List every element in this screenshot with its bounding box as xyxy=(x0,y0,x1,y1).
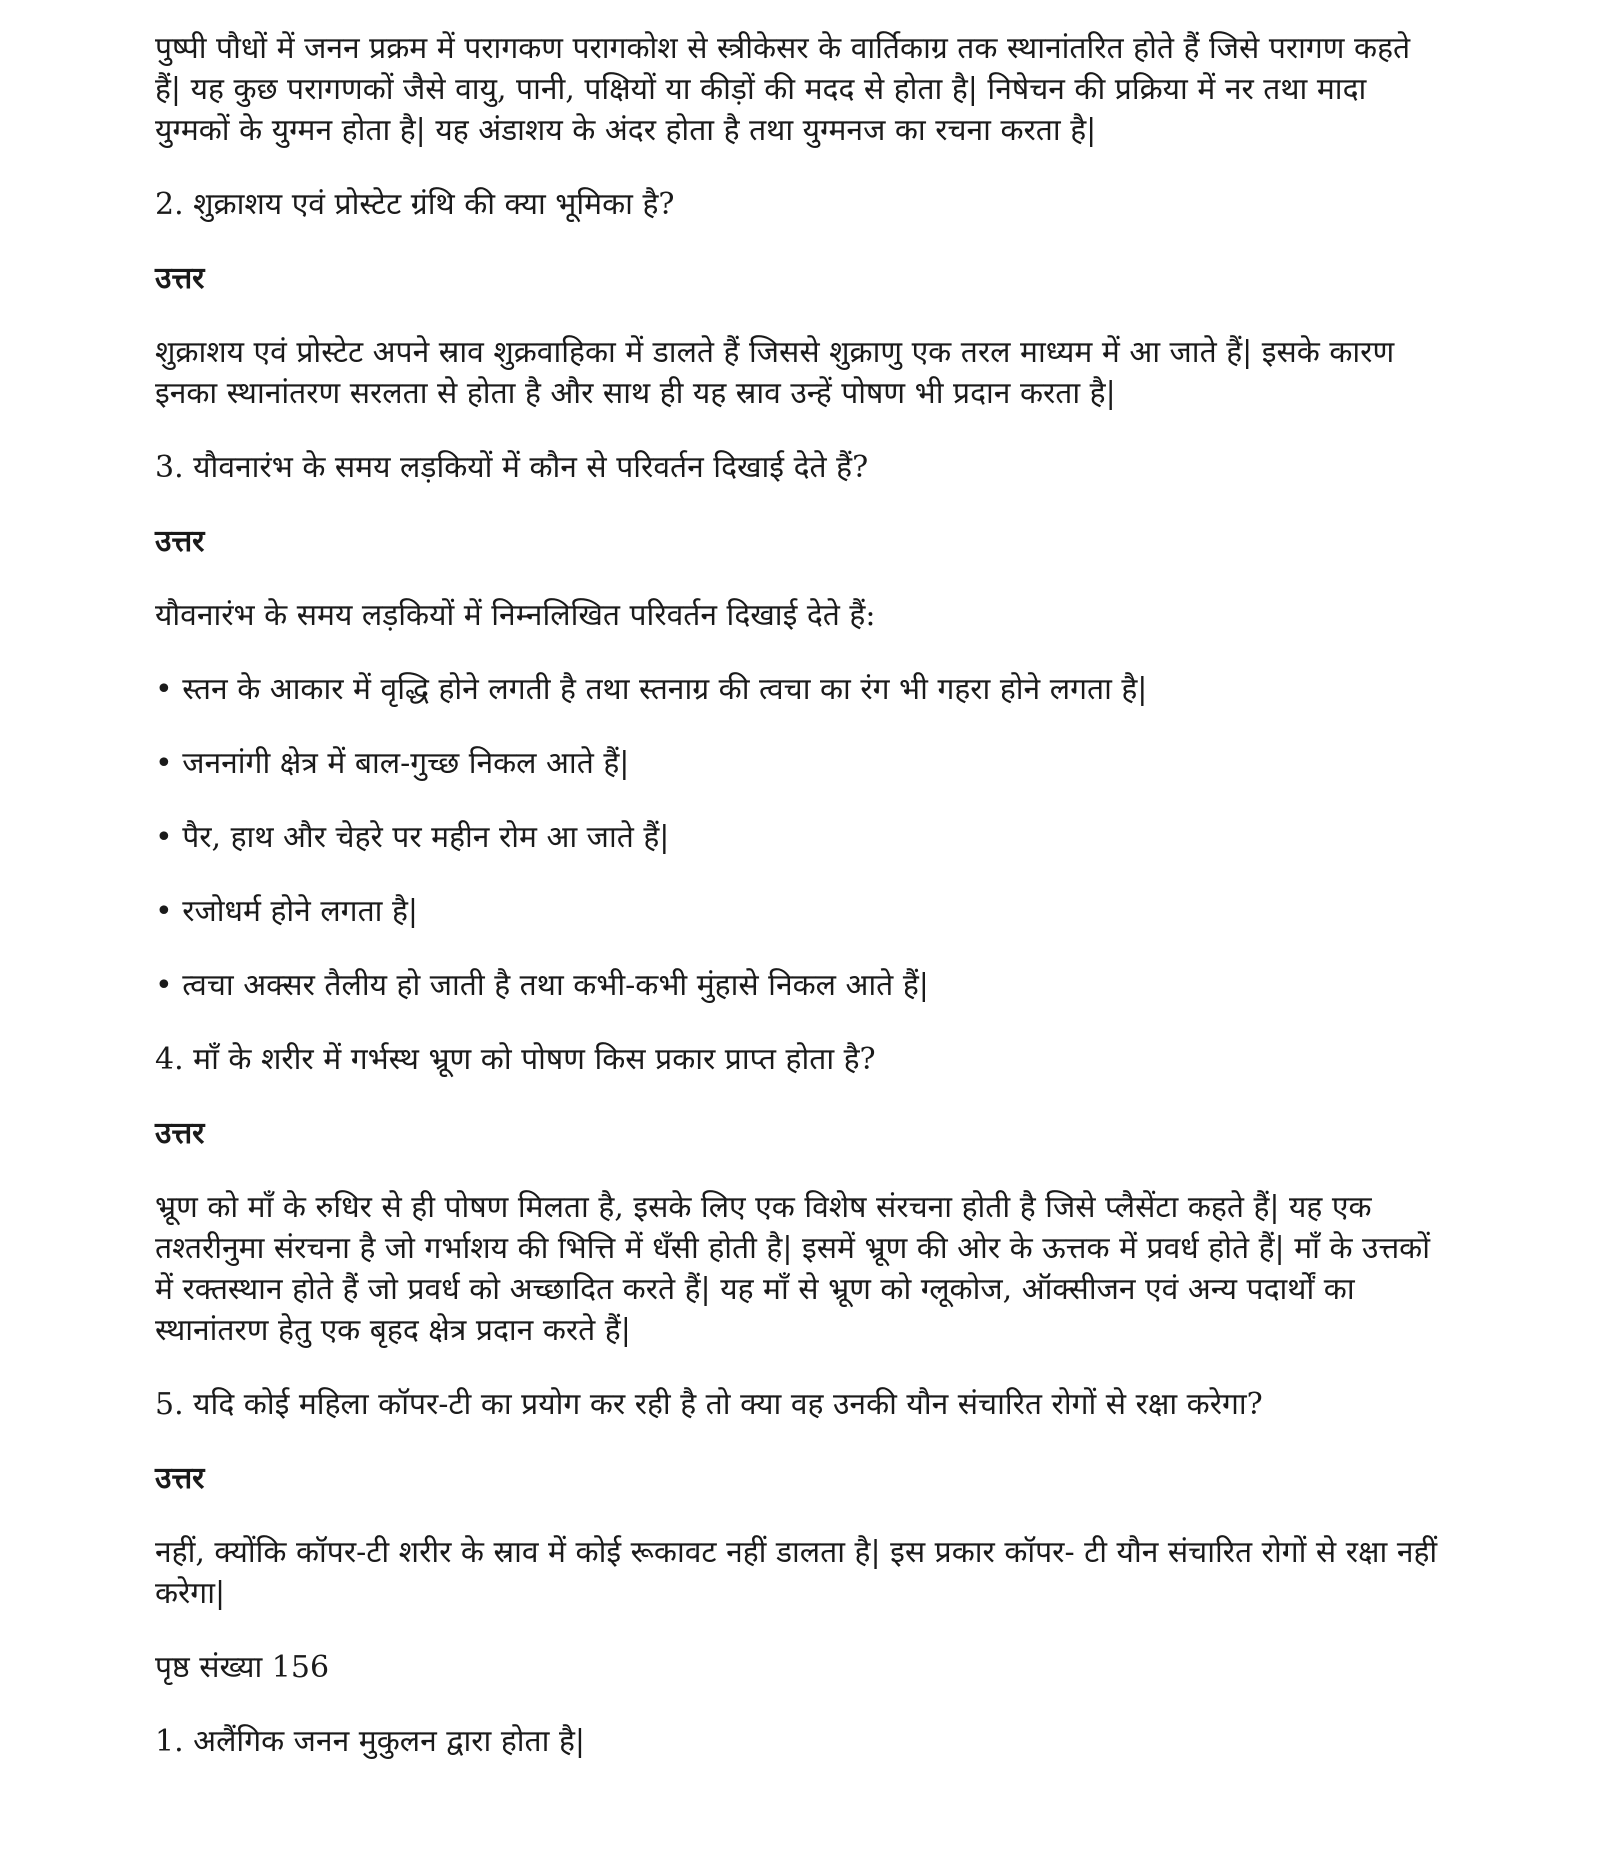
answer-heading: उत्तर xyxy=(155,261,205,296)
answer-heading: उत्तर xyxy=(155,1116,205,1151)
document-page xyxy=(155,28,1445,1795)
question-4: 4. माँ के शरीर में गर्भस्थ भ्रूण को पोषण किस प्रकार प्राप्त होता है? xyxy=(155,1042,876,1077)
bullet-item: • स्तन के आकार में वृद्धि होने लगती है तथा स्तनाग्र की त्वचा का रंग भी गहरा होने लगता है| xyxy=(155,672,1148,707)
bullet-item: • त्वचा अक्सर तैलीय हो जाती है तथा कभी-कभी मुंहासे निकल आते हैं| xyxy=(155,968,929,1003)
answer-3-intro: यौवनारंभ के समय लड़कियों में निम्नलिखित परिवर्तन दिखाई देते हैं: xyxy=(155,598,876,633)
question-3: 3. यौवनारंभ के समय लड़कियों में कौन से परिवर्तन दिखाई देते हैं? xyxy=(155,450,869,485)
question-2: 2. शुक्राशय एवं प्रोस्टेट ग्रंथि की क्या भूमिका है? xyxy=(155,187,675,222)
bullet-item: • जननांगी क्षेत्र में बाल-गुच्छ निकल आते हैं| xyxy=(155,746,630,781)
answer-5: नहीं, क्योंकि कॉपर-टी शरीर के स्राव में कोई रूकावट नहीं डालता है| इस प्रकार कॉपर- टी यौन संचारित रोगों से रक्षा नहीं करेगा| xyxy=(155,1535,1438,1611)
answer-2: शुक्राशय एवं प्रोस्टेट अपने स्राव शुक्रवाहिका में डालते हैं जिससे शुक्राणु एक तरल माध्यम में आ जाते हैं| इसके कारण इनका स्थानांतरण सरलता से होता है और साथ ही यह स्राव उन्हें पोषण भी प्रदान करता है| xyxy=(155,335,1395,411)
bullet-item: • पैर, हाथ और चेहरे पर महीन रोम आ जाते हैं| xyxy=(155,820,670,855)
intro-paragraph: पुष्पी पौधों में जनन प्रक्रम में परागकण परागकोश से स्त्रीकेसर के वार्तिकाग्र तक स्थानांतरित होते हैं जिसे परागण कहते हैं| यह कुछ परागणकों जैसे वायु, पानी, पक्षियों या कीड़ों की मदद से होता है| निषेचन की प्रक्रिया में नर तथा मादा युग्मकों के युग्मन होता है| यह अंडाशय के अंदर होता है तथा युग्मनज का रचना करता है| xyxy=(155,31,1411,148)
page-number: पृष्ठ संख्या 156 xyxy=(155,1650,330,1685)
answer-heading: उत्तर xyxy=(155,524,205,559)
bullet-item: • रजोधर्म होने लगता है| xyxy=(155,894,419,929)
answer-heading: उत्तर xyxy=(155,1461,205,1496)
next-item: 1. अलैंगिक जनन मुकुलन द्वारा होता है| xyxy=(155,1724,585,1759)
question-5: 5. यदि कोई महिला कॉपर-टी का प्रयोग कर रही है तो क्या वह उनकी यौन संचारित रोगों से रक्षा करेगा? xyxy=(155,1387,1263,1422)
answer-4: भ्रूण को माँ के रुधिर से ही पोषण मिलता है, इसके लिए एक विशेष संरचना होती है जिसे प्लैसेंटा कहते हैं| यह एक तश्तरीनुमा संरचना है जो गर्भाशय की भित्ति में धँसी होती है| इसमें भ्रूण की ओर के ऊत्तक में प्रवर्ध होते हैं| माँ के उत्तकों में रक्तस्थान होते हैं जो प्रवर्ध को अच्छादित करते हैं| यह माँ से भ्रूण को ग्लूकोज, ऑक्सीजन एवं अन्य पदार्थों का स्थानांतरण हेतु एक बृहद क्षेत्र प्रदान करते हैं| xyxy=(155,1190,1430,1348)
